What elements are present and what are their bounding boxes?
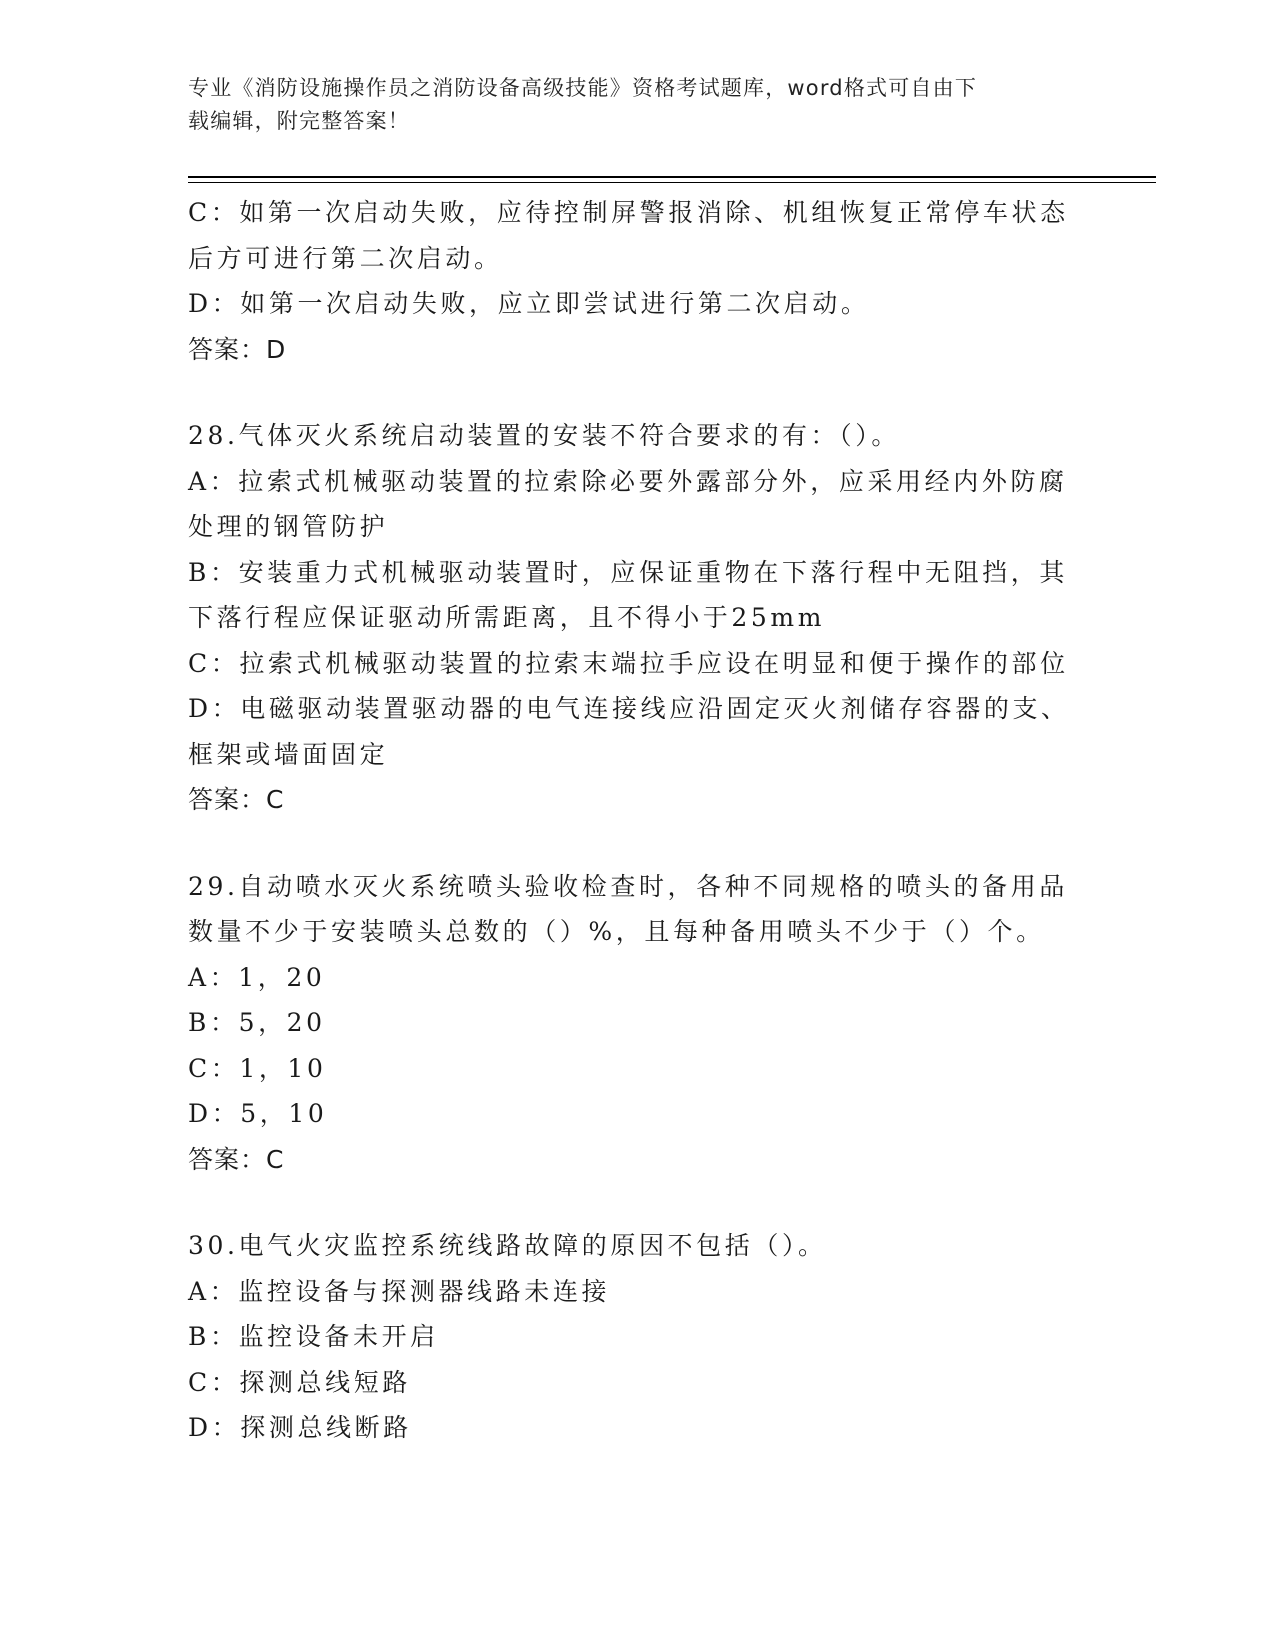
header-divider-thin (188, 182, 1156, 183)
question-stem: 30.电气火灾监控系统线路故障的原因不包括（）。 (188, 1231, 827, 1260)
header-line-2: 载编辑，附完整答案！ (188, 109, 410, 133)
document-header (188, 72, 1088, 138)
block-spacer (188, 372, 1088, 413)
answer-line: 答案：C (188, 1144, 285, 1174)
option-line: C：如第一次启动失败，应待控制屏警报消除、机组恢复正常停车状态 (188, 198, 1069, 227)
option-line: B：安装重力式机械驱动装置时，应保证重物在下落行程中无阻挡，其 (188, 557, 1068, 587)
option-line: D：5，10 (188, 1099, 328, 1128)
option-line: 后方可进行第二次启动。 (188, 243, 503, 273)
option-line: A：1，20 (188, 962, 326, 992)
question-block-27 (188, 190, 1088, 372)
block-spacer (188, 1182, 1088, 1223)
option-line: A：拉索式机械驱动装置的拉索除必要外露部分外，应采用经内外防腐 (188, 466, 1068, 496)
option-line: D：电磁驱动装置驱动器的电气连接线应沿固定灭火剂储存容器的支、 (188, 694, 1070, 723)
option-line: C：1，10 (188, 1053, 327, 1083)
question-stem: 数量不少于安装喷头总数的（）%，且每种备用喷头不少于（）个。 (188, 917, 1045, 946)
block-spacer (188, 823, 1088, 864)
answer-line: 答案：D (188, 334, 287, 364)
option-line: C：拉索式机械驱动装置的拉索末端拉手应设在明显和便于操作的部位 (188, 648, 1069, 678)
question-block-29 (188, 864, 1088, 1183)
option-line: D：探测总线断路 (188, 1413, 412, 1442)
question-stem: 28.气体灭火系统启动装置的安装不符合要求的有：（）。 (188, 421, 900, 450)
question-stem: 29.自动喷水灭火系统喷头验收检查时，各种不同规格的喷头的备用品 (188, 871, 1068, 901)
option-line: 框架或墙面固定 (188, 739, 389, 769)
answer-line: 答案：C (188, 785, 285, 814)
header-divider-thick (188, 176, 1156, 178)
option-line: A：监控设备与探测器线路未连接 (188, 1276, 611, 1306)
option-line: 下落行程应保证驱动所需距离，且不得小于25mm (188, 603, 826, 632)
option-line: 处理的钢管防护 (188, 512, 389, 541)
option-line: B：5，20 (188, 1008, 326, 1037)
option-line: C：探测总线短路 (188, 1367, 411, 1397)
header-line-1: 专业《消防设施操作员之消防设备高级技能》资格考试题库，word格式可自由下 (188, 76, 978, 100)
option-line: D：如第一次启动失败，应立即尝试进行第二次启动。 (188, 289, 870, 318)
question-block-30 (188, 1223, 1088, 1451)
option-line: B：监控设备未开启 (188, 1322, 439, 1351)
question-block-28 (188, 413, 1088, 823)
question-content (188, 190, 1088, 1451)
